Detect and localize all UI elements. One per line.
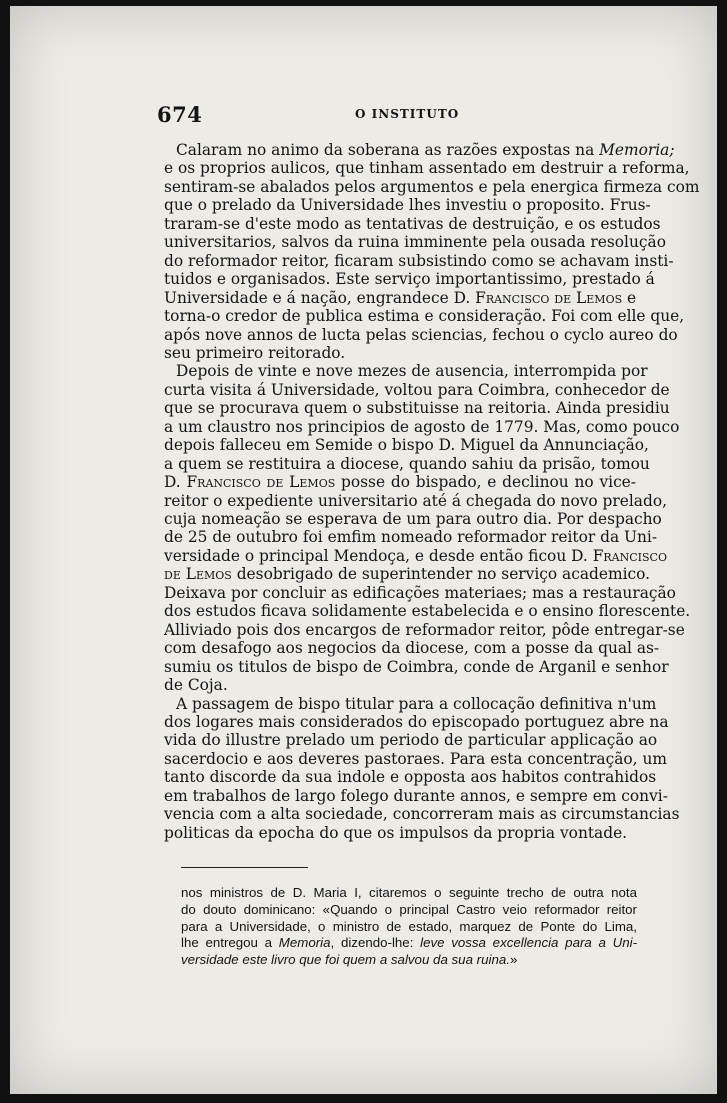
text-run: de Coja. (164, 676, 228, 695)
italic-run: leve vossa excellencia para a Uni- (420, 935, 637, 951)
text-run: seu primeiro reitorado. (164, 343, 346, 362)
page-number: 674 (157, 102, 203, 127)
text-run: vida do illustre prelado um periodo de particular applicação ao (164, 731, 658, 750)
text-run: nos ministros de D. Maria I, citaremos o seguinte trecho de outra nota (181, 885, 637, 900)
text-line (164, 510, 662, 528)
book-page (10, 6, 717, 1094)
text-line (164, 345, 636, 362)
text-line (164, 325, 678, 344)
text-line (164, 620, 685, 639)
text-run: do douto dominicano: «Quando o principal Castro veio reformador reitor (181, 901, 637, 917)
text-line (164, 786, 668, 805)
text-line (164, 399, 670, 418)
text-line (164, 196, 651, 215)
text-line (164, 233, 666, 252)
text-run: com desafogo aos negocios da diocese, com a posse da qual as- (164, 639, 660, 658)
text-run: de 25 de outubro foi emfim nomeado reformador reitor da Uni- (164, 528, 658, 547)
footnote-line (181, 935, 637, 950)
small-caps-run: Francisco (592, 546, 667, 565)
text-line (164, 307, 685, 326)
text-line (164, 583, 676, 602)
text-line (164, 251, 674, 270)
footnote-rule (181, 867, 308, 868)
text-run: após nove annos de lucta pelas sciencias, fechou o cyclo aureo do (164, 325, 678, 344)
text-run: sentiram-se abalados pelos argumentos e pela energica firmeza com (164, 177, 700, 196)
text-line (164, 380, 670, 399)
text-line (164, 565, 651, 584)
italic-run: Memoria (278, 935, 331, 951)
text-run: e os proprios aulicos, que tinham assentado em destruir a reforma, (164, 159, 690, 178)
text-run: sacerdocio e aos deveres pastoraes. Para esta concentração, um (164, 749, 667, 768)
text-run: A passagem de bispo titular para a collocação definitiva n'um (176, 694, 657, 713)
text-run: universitarios, salvos da ruina imminente pela ousada resolução (164, 233, 666, 252)
text-run: , dizendo-lhe: (330, 935, 421, 951)
text-run: a um claustro nos principios de agosto de 1779. Mas, como pouco (164, 417, 680, 436)
text-line (164, 474, 636, 491)
small-caps-run: Francisco de Lemos (186, 473, 336, 492)
text-line (164, 417, 680, 436)
text-line (164, 436, 649, 455)
text-run: desobrigado de superintender no serviço academico. (231, 565, 651, 584)
text-line (164, 214, 661, 233)
text-line (164, 546, 667, 565)
text-run: sumiu os titulos de bispo de Coimbra, conde de Arganil e senhor (164, 657, 669, 676)
text-run: que se procurava quem o substituisse na reitoria. Ainda presidiu (164, 399, 670, 418)
text-run: versidade o principal Mendoça, e desde então ficou D. (164, 546, 593, 565)
text-line (176, 694, 657, 713)
text-run: » (509, 952, 518, 968)
text-run: em trabalhos de largo folego durante annos, e sempre em convi- (164, 786, 668, 805)
text-line (164, 731, 658, 750)
text-run: dos estudos ficava solidamente estabelecida e o ensino florescente. (164, 602, 691, 621)
text-run: politicas da epocha do que os impulsos da propria vontade. (164, 823, 628, 842)
text-line (164, 602, 691, 621)
text-line (164, 768, 657, 787)
text-line (164, 677, 636, 694)
text-line (164, 454, 650, 473)
text-run: Calaram no animo da soberana as razões expostas na (176, 141, 600, 159)
text-run: tanto discorde da sua indole e opposta aos habitos contrahidos (164, 768, 657, 787)
running-head: O INSTITUTO (355, 107, 460, 121)
text-run: para a Universidade, o ministro de estado, marquez de Ponte do Lima, (181, 918, 637, 934)
small-caps-run: Francisco de Lemos (475, 288, 623, 307)
text-run: tuidos e organisados. Este serviço importantissimo, prestado á (164, 270, 655, 289)
text-run: depois falleceu em Semide o bispo D. Miguel da Annunciação, (164, 436, 649, 455)
text-line (164, 657, 669, 676)
text-run: D. (164, 473, 187, 492)
text-line (164, 639, 660, 658)
text-run: vencia com a alta sociedade, concorreram mais as circumstancias (164, 805, 680, 824)
italic-run: versidade este livro que foi quem a salvou da sua ruina. (181, 952, 510, 968)
text-line (164, 825, 636, 842)
text-line (164, 491, 667, 510)
footnote-line (181, 952, 637, 967)
text-run: Deixava por concluir as edificações materiaes; mas a restauração (164, 583, 676, 602)
text-run: dos logares mais considerados do episcopado portuguez abre na (164, 712, 669, 731)
text-run: do reformador reitor, ficaram subsistindo como se achavam insti- (164, 251, 674, 270)
text-line (164, 290, 636, 307)
text-line (176, 362, 648, 381)
text-run: lhe entregou a (181, 935, 279, 951)
text-run: traram-se d'este modo as tentativas de destruição, e os estudos (164, 214, 661, 233)
text-line (164, 528, 658, 547)
footnote-line (181, 902, 637, 917)
text-line (164, 159, 690, 178)
text-run: posse do bispado, e declinou no vice- (335, 473, 636, 492)
text-run: e (622, 288, 637, 307)
text-run: cuja nomeação se esperava de um para outro dia. Por despacho (164, 510, 662, 528)
text-run: curta visita á Universidade, voltou para Coimbra, conhecedor de (164, 380, 670, 399)
text-line (164, 805, 680, 824)
footnote-line (181, 919, 637, 934)
footnote-line (181, 885, 637, 900)
text-run: a quem se restituira a diocese, quando sahiu da prisão, tomou (164, 454, 650, 473)
text-line (164, 712, 669, 731)
text-run: que o prelado da Universidade lhes investiu o proposito. Frus- (164, 196, 651, 215)
italic-run: Memoria; (599, 141, 675, 159)
text-run: Depois de vinte e nove mezes de ausencia, interrompida por (176, 362, 648, 381)
text-line (164, 749, 667, 768)
small-caps-run: de Lemos (164, 565, 232, 584)
text-run: torna-o credor de publica estima e consideração. Foi com elle que, (164, 307, 685, 326)
text-line (176, 141, 675, 159)
text-line (164, 270, 655, 289)
text-run: reitor o expediente universitario até á chegada do novo prelado, (164, 491, 667, 510)
text-run: Alliviado pois dos encargos de reformador reitor, pôde entregar-se (164, 620, 685, 639)
text-line (164, 177, 700, 196)
text-run: Universidade e á nação, engrandece D. (164, 288, 476, 307)
